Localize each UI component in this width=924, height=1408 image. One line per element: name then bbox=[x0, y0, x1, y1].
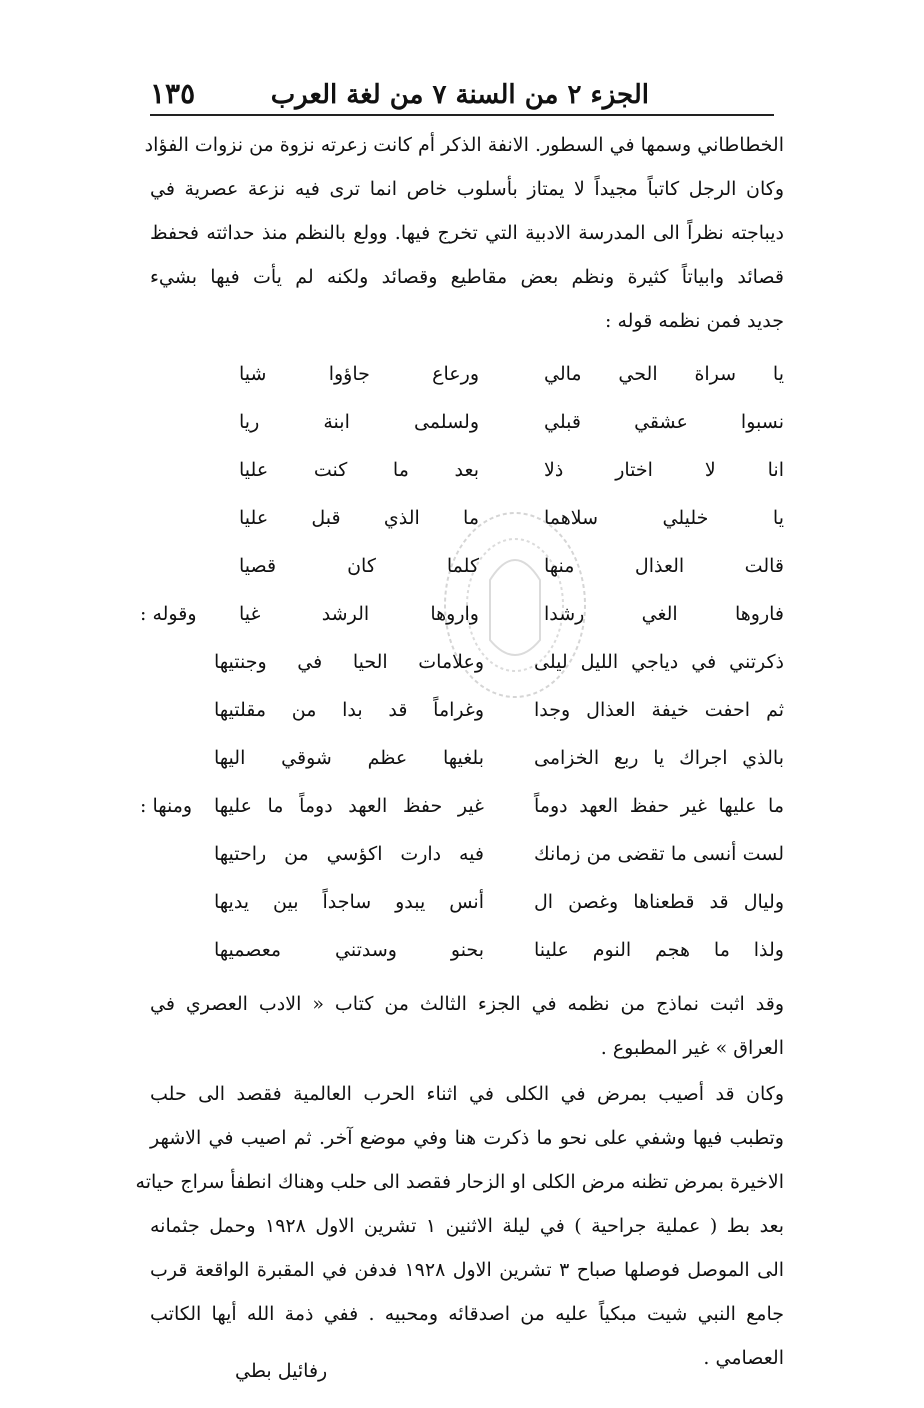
verse-row bbox=[150, 451, 784, 493]
text-line: قصائد وابياتاً كثيرة ونظم بعض مقاطيع وقصائد ولكنه لم يأت فيها بشيء bbox=[150, 266, 784, 288]
verse-second-hemistich: بحنو وسدتني معصميها bbox=[214, 939, 484, 961]
verse-second-hemistich: بلغيها عظم شوقي اليها bbox=[214, 747, 484, 769]
verse-row bbox=[150, 499, 784, 541]
verse-second-hemistich: غير حفظ العهد دوماً ما عليها bbox=[214, 795, 484, 817]
text-line: وكان الرجل كاتباً مجيداً لا يمتاز بأسلوب خاص انما ترى فيه نزعة عصرية في bbox=[150, 178, 784, 200]
text-line: الخطاطاني وسمها في السطور. الانفة الذكر أم كانت زعرته نزوة من نزوات الفؤاد bbox=[144, 134, 784, 156]
page-header bbox=[150, 62, 649, 110]
text-line: بعد بط ( عملية جراحية ) في ليلة الاثنين ١ تشرين الاول ١٩٢٨ وحمل جثمانه bbox=[150, 1215, 784, 1237]
verse-second-hemistich: كلما كان قصيا bbox=[239, 555, 479, 577]
verse-transition-label: وقوله : bbox=[140, 603, 197, 625]
verse-first-hemistich: وليال قد قطعناها وغصن ال bbox=[534, 891, 784, 913]
verse-row bbox=[150, 355, 784, 397]
verse-row bbox=[150, 643, 784, 685]
text-line: جديد فمن نظمه قوله : bbox=[605, 310, 784, 332]
verse-second-hemistich: بعد ما كنت عليا bbox=[239, 459, 479, 481]
running-title: الجزء ٢ من السنة ٧ من لغة العرب bbox=[270, 80, 649, 110]
verse-first-hemistich: فاروها الغي رشدا bbox=[544, 603, 784, 625]
text-line: وكان قد أصيب بمرض في الكلى في اثناء الحرب العالمية فقصد الى حلب bbox=[150, 1083, 784, 1105]
text-line: ديباجته نظراً الى المدرسة الادبية التي تخرج فيها. وولع بالنظم منذ حداثته فحفظ bbox=[150, 222, 784, 244]
verse-second-hemistich: فيه دارت اكؤسي من راحتيها bbox=[214, 843, 484, 865]
verse-first-hemistich: يا سراة الحي مالي bbox=[544, 363, 784, 385]
verse-transition-label: ومنها : bbox=[140, 795, 193, 817]
header-rule bbox=[150, 114, 774, 116]
text-line: وقد اثبت نماذج من نظمه في الجزء الثالث من كتاب « الادب العصري في bbox=[150, 993, 784, 1015]
text-line: الى الموصل فوصلها صباح ٣ تشرين الاول ١٩٢٨ فدفن في المقبرة الواقعة قرب bbox=[150, 1259, 785, 1281]
verse-second-hemistich: ورعاع جاؤوا شيا bbox=[239, 363, 479, 385]
verse-first-hemistich: ولذا ما هجم النوم علينا bbox=[534, 939, 784, 961]
verse-row bbox=[140, 787, 784, 829]
text-line: وتطبب فيها وشفي على نحو ما ذكرت هنا وفي موضع آخر. ثم اصيب في الاشهر bbox=[150, 1127, 784, 1149]
verse-first-hemistich: نسبوا عشقي قبلي bbox=[544, 411, 784, 433]
text-line: العصامي . bbox=[703, 1347, 784, 1369]
verse-row bbox=[150, 931, 784, 973]
verse-second-hemistich: ولسلمى ابنة ريا bbox=[239, 411, 479, 433]
text-line: جامع النبي شيت مبكياً عليه من اصدقائه ومحبيه . ففي ذمة الله أيها الكاتب bbox=[150, 1303, 784, 1325]
verse-first-hemistich: ذكرتني في دياجي الليل ليلى bbox=[534, 651, 784, 673]
verse-first-hemistich: يا خليلي سلاهما bbox=[544, 507, 784, 529]
author-signature: رفائيل بطي bbox=[235, 1360, 328, 1382]
verse-first-hemistich: بالذي اجراك يا ربع الخزامى bbox=[534, 747, 784, 769]
verse-row bbox=[150, 883, 784, 925]
verse-second-hemistich: ما الذي قبل عليا bbox=[239, 507, 479, 529]
verse-second-hemistich: وعلامات الحيا في وجنتيها bbox=[214, 651, 484, 673]
verse-row bbox=[150, 403, 784, 445]
verse-first-hemistich: لست أنسى ما تقضى من زمانك bbox=[534, 843, 784, 865]
verse-first-hemistich: انا لا اختار ذلا bbox=[544, 459, 784, 481]
verse-second-hemistich: وغراماً قد بدا من مقلتيها bbox=[214, 699, 484, 721]
verse-row bbox=[150, 547, 784, 589]
verse-first-hemistich: ما عليها غير حفظ العهد دوماً bbox=[534, 795, 784, 817]
page-number: ١٣٥ bbox=[150, 77, 196, 110]
verse-row bbox=[150, 691, 784, 733]
verse-row bbox=[150, 835, 784, 877]
text-line: الاخيرة بمرض تظنه مرض الكلى او الزحار فقصد الى حلب وهناك انطفأ سراج حياته bbox=[135, 1171, 784, 1193]
verse-row bbox=[140, 595, 784, 637]
verse-first-hemistich: ثم احفت خيفة العذال وجدا bbox=[534, 699, 784, 721]
verse-row bbox=[150, 739, 784, 781]
verse-first-hemistich: قالت العذال منها bbox=[544, 555, 784, 577]
verse-second-hemistich: أنس يبدو ساجداً بين يديها bbox=[214, 891, 484, 913]
verse-second-hemistich: واروها الرشد غيا bbox=[239, 603, 479, 625]
text-line: العراق » غير المطبوع . bbox=[600, 1037, 784, 1059]
